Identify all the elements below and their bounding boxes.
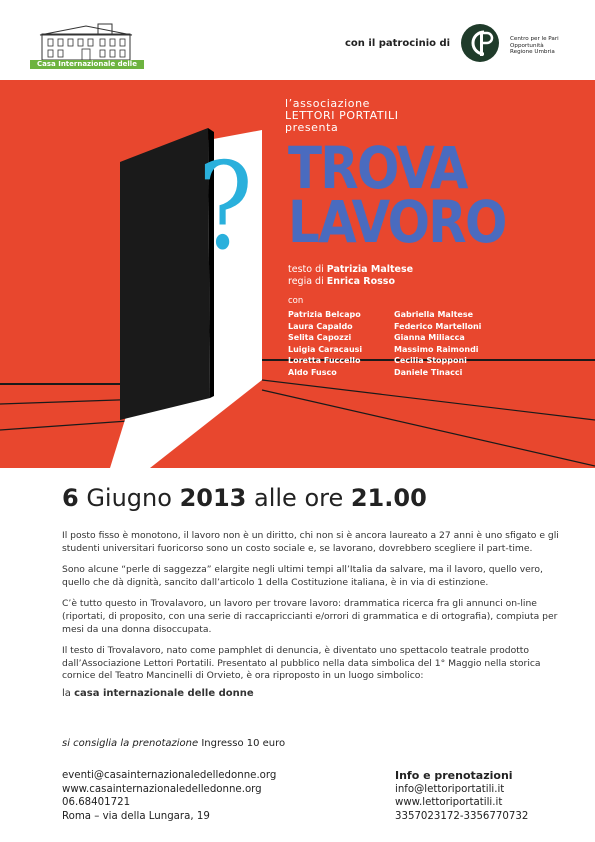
cast-member: Loretta Fuccello [288, 356, 361, 365]
assoc-line: presenta [285, 121, 339, 134]
booking-note [62, 738, 285, 749]
contact-website[interactable]: www.casainternazionaledelledonne.org [62, 783, 262, 795]
date-day: 6 [62, 484, 79, 512]
title-trova: TROVA [288, 134, 467, 202]
cast-list-right [394, 309, 481, 378]
ticket-price: Ingresso 10 euro [198, 738, 286, 749]
venue-contacts [62, 769, 276, 823]
cast-member: Laura Capaldo [288, 321, 353, 331]
con-label: con [288, 296, 304, 306]
credits [288, 264, 413, 288]
cast-member: Luigia Caracausi [288, 344, 363, 354]
booking-advice: si consiglia la prenotazione [62, 738, 199, 749]
info-phones: 3357023172-3356770732 [395, 810, 529, 822]
cast-member: Patrizia Belcapo [288, 310, 361, 319]
credit-regia-prefix: regia di [288, 276, 327, 287]
cast-member: Gianna Miliacca [394, 333, 465, 342]
question-mark: ? [198, 138, 253, 277]
info-block [395, 769, 528, 823]
contact-address: Roma – via della Lungara, 19 [62, 810, 210, 822]
paragraph: Il testo di Trovalavoro, nato come pamphlet di denuncia, è diventato uno spettacolo teatrale prodotto dall’Associazione Lettori Portatili. Presentato al pubblico nella data simbolica del 1° Maggio nella storica cornice del Teatro Mancinelli di Orvieto, è ora riproposto in un luogo simbolico: [62, 645, 541, 682]
logo-caption: Casa Internazionale delle Donne [30, 60, 144, 69]
cpo-text [510, 36, 590, 56]
paragraph: C’è tutto questo in Trovalavoro, un lavoro per trovare lavoro: drammatica ricerca fra gli annunci on-line (riportati, di proposito, con una serie di raccapriccianti e/orrori di grammatica e di ortografia), compiuta per mesi da una donna disoccupata. [62, 598, 558, 635]
date-mid: alle ore [246, 484, 351, 512]
body-text [62, 530, 562, 710]
casa-building-logo-icon [36, 22, 136, 62]
cast-member: Daniele Tinacci [394, 367, 463, 377]
cpo-logo-icon [460, 23, 500, 63]
association-block [285, 98, 399, 134]
date-time: 21.00 [350, 484, 427, 512]
title-lavoro: LAVORO [288, 188, 506, 256]
info-website[interactable]: www.lettoriportatili.it [395, 797, 503, 808]
patrocinio-label: con il patrocinio di [345, 38, 451, 49]
event-date [62, 484, 427, 512]
info-heading: Info e prenotazioni [395, 769, 513, 782]
cast-member: Aldo Fusco [288, 367, 337, 377]
cpo-line: Centro per le Pari [510, 36, 559, 42]
credit-testo-author: Patrizia Maltese [326, 264, 414, 275]
venue-line [62, 688, 562, 701]
contact-phone: 06.68401721 [62, 797, 131, 808]
cast-member: Massimo Raimondi [394, 344, 479, 354]
assoc-line: LETTORI PORTATILI [285, 109, 399, 122]
cpo-line: Opportunità [510, 42, 544, 49]
cpo-line: Regione Umbria [510, 49, 555, 55]
cast-member: Federico Martelloni [394, 321, 482, 331]
info-email[interactable]: info@lettoriportatili.it [395, 783, 505, 795]
date-month: Giugno [78, 484, 180, 512]
assoc-line: l’associazione [285, 97, 371, 110]
cast-member: Cecilia Stopponi [394, 356, 467, 365]
credit-regia-author: Enrica Rosso [326, 276, 395, 287]
venue-name: casa internazionale delle donne [74, 687, 254, 699]
cast-list-left [288, 309, 362, 378]
credit-testo [288, 264, 413, 276]
paragraph: Il posto fisso è monotono, il lavoro non è un diritto, chi non si è ancora laureato a 27 anni è uno sfigato e gli studenti universitari fuoricorso sono un costo sociale e, se lavorano, dovrebbero scegliere il part-time. [62, 530, 559, 554]
cast-member: Gabriella Maltese [394, 310, 474, 319]
cast-member: Selita Capozzi [288, 333, 352, 342]
date-year: 2013 [179, 484, 247, 512]
credit-testo-prefix: testo di [288, 264, 327, 275]
paragraph: Sono alcune “perle di saggezza” elargite negli ultimi tempi all’Italia da salvare, ma il lavoro, quello vero, quello che dà dignità, sancito dall’articolo 1 della Costituzione italiana, è in via di estinzione. [62, 564, 543, 588]
contact-email[interactable]: eventi@casainternazionaledelledonne.org [62, 770, 277, 781]
venue-prefix: la [62, 687, 75, 699]
credit-regia [288, 276, 413, 288]
